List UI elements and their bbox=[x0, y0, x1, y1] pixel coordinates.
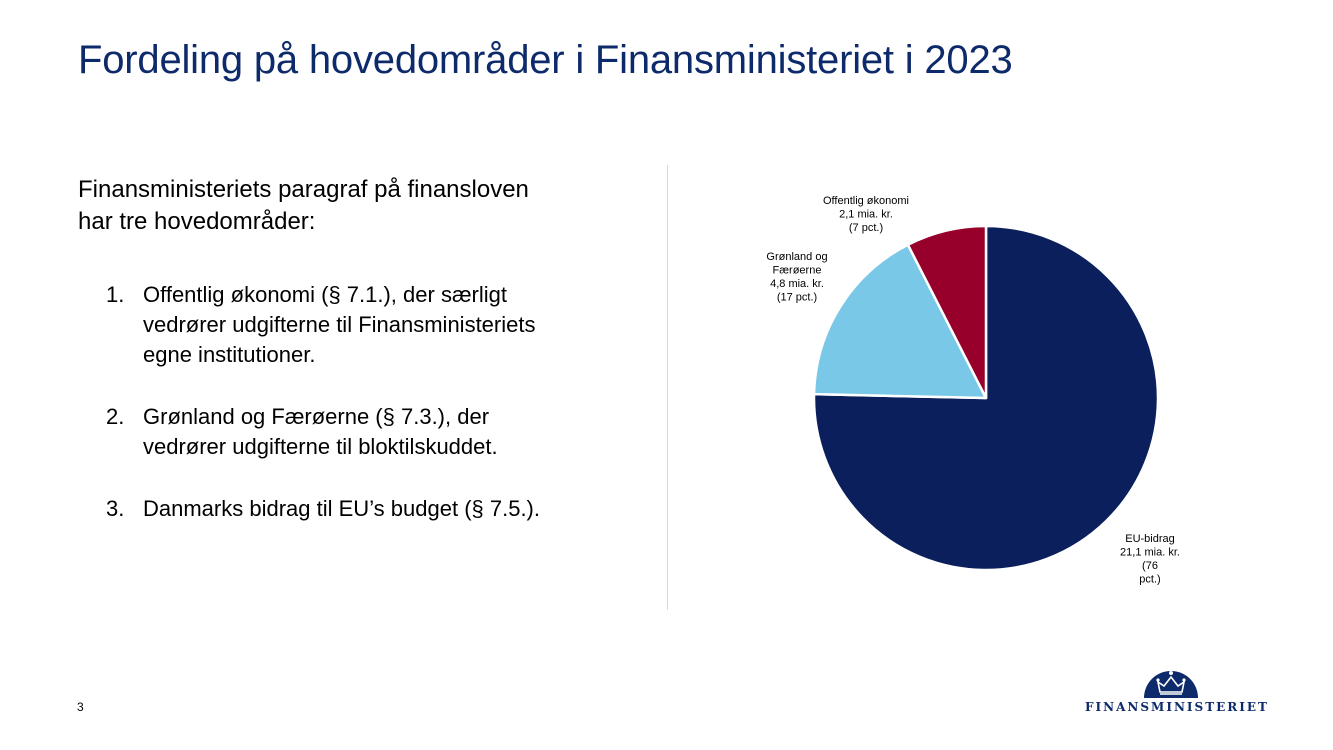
list-item-number: 1. bbox=[106, 282, 125, 307]
list-item-line: Danmarks bidrag til EU’s budget (§ 7.5.). bbox=[143, 496, 540, 521]
list-item bbox=[106, 494, 666, 524]
list-item-number: 2. bbox=[106, 404, 125, 429]
data-label-line: Offentlig økonomi bbox=[822, 195, 910, 207]
data-label-line: pct.) bbox=[1139, 573, 1161, 586]
data-label-line: (17 pct.) bbox=[776, 291, 818, 304]
finansministeriet-logo bbox=[1085, 662, 1269, 714]
list-item-line: vedrører udgifterne til bloktilskuddet. bbox=[143, 434, 498, 459]
data-label-line: Færøerne bbox=[772, 264, 822, 277]
data-label-offentlig-okonomi bbox=[823, 195, 909, 234]
column-divider bbox=[667, 165, 668, 610]
list-item-number: 3. bbox=[106, 496, 125, 521]
data-label-line: 4,8 mia. kr. bbox=[770, 278, 824, 290]
data-label-line: 21,1 mia. kr. bbox=[1120, 546, 1180, 559]
list-item bbox=[106, 402, 666, 462]
intro-line: har tre hovedområder: bbox=[78, 208, 316, 235]
data-label-line: (7 pct.) bbox=[848, 222, 884, 234]
page-number: 3 bbox=[77, 700, 84, 714]
list-item-line: Grønland og Færøerne (§ 7.3.), der bbox=[143, 404, 490, 429]
list-item-line: egne institutioner. bbox=[143, 342, 316, 367]
list-item-line: Offentlig økonomi (§ 7.1.), der særligt bbox=[143, 282, 507, 307]
main-areas-list bbox=[106, 280, 666, 556]
data-label-line: (76 bbox=[1142, 560, 1158, 572]
logo-text: FINANSMINISTERIET bbox=[1085, 700, 1269, 714]
intro-text bbox=[78, 174, 638, 238]
data-label-line: 2,1 mia. kr. bbox=[839, 208, 893, 221]
data-label-line: Grønland og bbox=[766, 251, 828, 263]
pie-slices bbox=[814, 226, 1158, 570]
list-item-line: vedrører udgifterne til Finansministeriets bbox=[143, 312, 536, 337]
data-label-line: EU-bidrag bbox=[1125, 533, 1175, 545]
intro-line: Finansministeriets paragraf på finansloven bbox=[78, 176, 529, 203]
list-item bbox=[106, 280, 666, 370]
slide-title: Fordeling på hovedområder i Finansministeriet i 2023 bbox=[78, 38, 1013, 82]
pie-chart bbox=[700, 180, 1300, 600]
data-label-eu-bidrag bbox=[1120, 533, 1180, 586]
data-label-gronland-og-faeroerne bbox=[766, 251, 827, 304]
crown-icon bbox=[1142, 662, 1200, 698]
